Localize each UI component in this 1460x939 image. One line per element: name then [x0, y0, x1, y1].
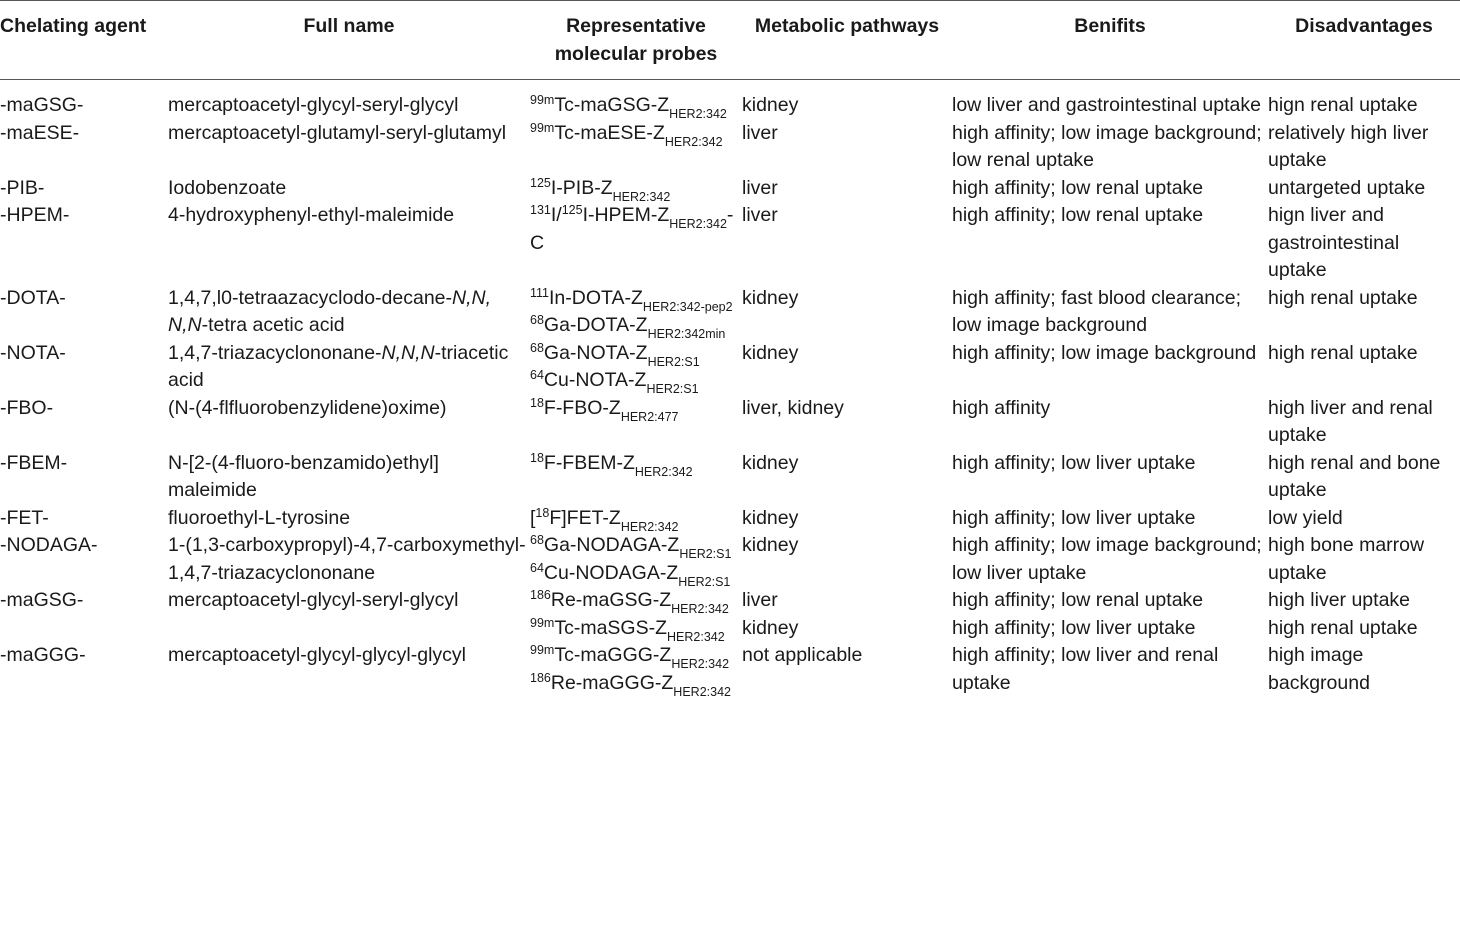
probe-name: Re-maGGG- [550, 671, 662, 694]
probe [530, 450, 742, 478]
probe-isotope: 186 [530, 670, 551, 685]
cell-probes [530, 642, 742, 697]
cell-full-name: fluoroethyl-L-tyrosine [168, 506, 351, 529]
probe-name: Re-maGSG- [550, 589, 660, 611]
probe-name: Cu-NODAGA- [543, 561, 667, 584]
cell-benefits: high affinity; low liver uptake [952, 506, 1196, 529]
cell-full-name: mercaptoacetyl-glycyl-seryl-glycyl [168, 94, 459, 116]
probe-target: HER2:342 [667, 629, 725, 644]
probe-isotope: 18 [530, 395, 544, 410]
cell-full-name: mercaptoacetyl-glycyl-seryl-glycyl [168, 589, 459, 611]
cell-chelating-agent: -PIB- [0, 176, 45, 199]
cell-probes [530, 80, 742, 120]
probe [530, 175, 742, 203]
table-row [0, 80, 1460, 120]
full-name-part: -triacetic acid [168, 341, 509, 391]
cell-chelating-agent: -maGSG- [0, 94, 84, 116]
cell-benefits: high affinity; low liver uptake [952, 451, 1196, 474]
cell-benefits: high affinity; low image background [952, 341, 1257, 364]
probe-isotope: 111 [530, 285, 550, 300]
probe-isotope: 99m [530, 120, 555, 135]
header-full-name: Full name [303, 15, 395, 37]
probe-target: HER2:477 [620, 409, 679, 424]
probe-z: Z [657, 204, 670, 226]
probe-target: HER2:S1 [678, 574, 731, 589]
cell-full-name: 4-hydroxyphenyl-ethyl-maleimide [168, 204, 455, 226]
probe [530, 532, 742, 560]
cell-metabolic-pathway: kidney [742, 451, 799, 474]
cell-disadvantages: high image background [1268, 644, 1370, 694]
probe-target: HER2:342-pep2 [642, 299, 733, 314]
probe [530, 670, 742, 698]
cell-chelating-agent: -maGGG- [0, 644, 86, 666]
cell-disadvantages: high bone marrow uptake [1268, 534, 1425, 584]
cell-metabolic-pathway: liver, kidney [742, 396, 844, 419]
probe-isotope: 68 [530, 533, 544, 547]
probe-target: HER2:342 [620, 519, 679, 534]
full-name-part: -tetra acetic acid [201, 314, 345, 336]
probe [530, 615, 742, 643]
cell-chelating-agent: -NODAGA- [0, 534, 98, 556]
probe-z: Z [600, 176, 613, 199]
probe-z: Z [655, 616, 668, 639]
probe-target: HER2:S1 [646, 382, 699, 396]
probe [530, 395, 742, 423]
table-row [0, 120, 1460, 175]
cell-chelating-agent: -HPEM- [0, 204, 70, 226]
probe-name: F]FET- [549, 506, 609, 529]
cell-metabolic-pathway: liver [742, 121, 778, 144]
cell-disadvantages: relatively high liver uptake [1268, 121, 1429, 171]
cell-probes [530, 587, 742, 615]
cell-disadvantages: high renal uptake [1268, 286, 1418, 309]
cell-metabolic-pathway: kidney [742, 94, 799, 116]
header-benefits: Benifits [1074, 15, 1146, 37]
probe-isotope: 125 [561, 203, 583, 217]
probe-name: I-PIB- [550, 176, 601, 199]
probe-target: HER2:342 [673, 684, 731, 699]
probe-z: Z [659, 589, 672, 611]
probe-name: Tc-maGGG- [554, 644, 660, 666]
probe-z: Z [635, 341, 648, 364]
cell-chelating-agent: -DOTA- [0, 286, 66, 309]
probe-z: Z [608, 396, 621, 419]
table-row [0, 175, 1460, 203]
full-name-part: N,N, [452, 286, 491, 309]
cell-probes [530, 395, 742, 450]
probe-z: Z [634, 369, 647, 391]
probe-isotope: 68 [530, 340, 544, 355]
probe-name: Ga-NOTA- [543, 341, 636, 364]
cell-full-name [168, 285, 530, 340]
probe-target: HER2:342min [647, 327, 726, 341]
probe-z: Z [667, 534, 680, 556]
cell-disadvantages: untargeted uptake [1268, 176, 1426, 199]
probe-z: Z [635, 314, 648, 336]
probe-isotope: 18 [535, 505, 550, 520]
header-chelating-agent: Chelating agent [0, 15, 147, 37]
cell-probes [530, 175, 742, 203]
cell-chelating-agent: -FET- [0, 506, 49, 529]
probe [530, 285, 742, 313]
probe-target: HER2:S1 [679, 547, 732, 561]
probe-isotope: 18 [530, 450, 544, 465]
full-name-part: N,N [168, 314, 202, 336]
cell-disadvantages: low yield [1268, 506, 1343, 529]
probe-target: HER2:342 [664, 134, 723, 149]
cell-benefits: high affinity; fast blood clearance; low image background [952, 286, 1242, 336]
cell-chelating-agent: -FBEM- [0, 451, 68, 474]
cell-metabolic-pathway: not applicable [742, 644, 863, 666]
cell-metabolic-pathway: liver [742, 204, 778, 226]
probe-isotope: 64 [530, 560, 544, 575]
cell-disadvantages: high renal and bone uptake [1268, 451, 1441, 501]
probe-target: HER2:342 [634, 464, 693, 479]
full-name-part: N,N,N [381, 341, 435, 364]
cell-benefits: high affinity; low renal uptake [952, 589, 1204, 611]
cell-benefits: high affinity; low renal uptake [952, 204, 1204, 226]
probe [530, 505, 742, 533]
cell-chelating-agent: -FBO- [0, 396, 54, 419]
cell-benefits: high affinity; low liver and renal uptake [952, 644, 1219, 694]
cell-disadvantages: hign liver and gastrointestinal uptake [1268, 204, 1400, 281]
probe-isotope: 64 [530, 368, 544, 382]
cell-benefits: high affinity; low renal uptake [952, 176, 1204, 199]
cell-metabolic-pathway: kidney [742, 534, 799, 556]
probe-z: Z [661, 671, 674, 694]
table-body [0, 80, 1460, 698]
cell-full-name: mercaptoacetyl-glutamyl-seryl-glutamyl [168, 121, 507, 144]
cell-metabolic-pathway: kidney [742, 506, 799, 529]
probe-z: Z [631, 286, 643, 309]
header-probes: Representative molecular probes [554, 15, 718, 65]
probe [530, 367, 742, 395]
table-row [0, 450, 1460, 505]
probe [530, 560, 742, 588]
table-row [0, 285, 1460, 340]
cell-chelating-agent: -maESE- [0, 121, 80, 144]
cell-full-name: Iodobenzoate [168, 176, 287, 199]
probe [530, 312, 742, 340]
probe [530, 92, 742, 120]
cell-probes [530, 202, 742, 285]
cell-full-name: (N-(4-flfluorobenzylidene)oxime) [168, 396, 447, 419]
table-row [0, 532, 1460, 587]
probe-name: I-HPEM- [582, 204, 658, 226]
probe-name: Tc-maSGS- [554, 616, 656, 639]
probe-target: HER2:S1 [647, 354, 700, 369]
probe-z: Z [652, 121, 665, 144]
cell-metabolic-pathway: liver [742, 589, 778, 611]
cell-full-name: N-[2-(4-fluoro-benzamido)ethyl] maleimide [168, 451, 439, 501]
cell-disadvantages: high liver uptake [1268, 589, 1411, 611]
cell-full-name: 1-(1,3-carboxypropyl)-4,7-carboxymethyl-1,4,7-triazacyclononane [168, 534, 526, 584]
probe-isotope: 99m [530, 615, 555, 630]
cell-benefits: high affinity; low liver uptake [952, 616, 1196, 639]
cell-disadvantages: hign renal uptake [1268, 94, 1418, 116]
cell-chelating-agent [0, 615, 168, 643]
table-row [0, 587, 1460, 615]
cell-probes [530, 615, 742, 643]
probe-name: Cu-NOTA- [543, 369, 635, 391]
cell-probes [530, 450, 742, 505]
probe-name: I/ [550, 204, 562, 226]
table-row [0, 642, 1460, 697]
probe-z: Z [608, 506, 621, 529]
cell-metabolic-pathway: kidney [742, 341, 799, 364]
probe-name: F-FBEM- [543, 451, 623, 474]
probe-isotope: 186 [530, 588, 551, 602]
probe-isotope: 99m [530, 93, 555, 107]
cell-benefits: low liver and gastrointestinal uptake [952, 94, 1261, 116]
probe [530, 340, 742, 368]
probe [530, 587, 742, 615]
cell-disadvantages: high renal uptake [1268, 341, 1418, 364]
cell-full-name: mercaptoacetyl-glycyl-glycyl-glycyl [168, 644, 466, 666]
probe [530, 120, 742, 148]
cell-benefits: high affinity; low image background; low renal uptake [952, 121, 1262, 171]
cell-chelating-agent: -NOTA- [0, 341, 66, 364]
cell-chelating-agent: -maGSG- [0, 589, 84, 611]
table-row [0, 395, 1460, 450]
probe-z: Z [657, 94, 670, 116]
cell-benefits: high affinity; low image background; low liver uptake [952, 534, 1262, 584]
probe-z: Z [659, 644, 672, 666]
cell-full-name [168, 615, 530, 643]
cell-probes [530, 532, 742, 587]
probe-name: Tc-maGSG- [554, 94, 658, 116]
probe-name: Ga-DOTA- [543, 314, 636, 336]
cell-metabolic-pathway: kidney [742, 286, 799, 309]
probe-target: HER2:342 [671, 657, 730, 671]
cell-metabolic-pathway: kidney [742, 616, 799, 639]
table-row [0, 615, 1460, 643]
probe-name: Ga-NODAGA- [543, 534, 668, 556]
table-row [0, 340, 1460, 395]
probe-suffix: -C [530, 204, 734, 254]
probe-isotope: 99m [530, 643, 555, 657]
cell-disadvantages: high renal uptake [1268, 616, 1418, 639]
header-disadvantages: Disadvantages [1295, 15, 1433, 37]
table-header-row [0, 1, 1460, 80]
cell-probes [530, 285, 742, 340]
full-name-part: 1,4,7-triazacyclononane- [168, 341, 382, 364]
probe-target: HER2:342 [669, 217, 727, 231]
probe-isotope: 68 [530, 313, 544, 327]
cell-disadvantages: high liver and renal uptake [1268, 396, 1433, 446]
probe-isotope: 125 [530, 175, 551, 190]
table-row [0, 202, 1460, 285]
probe-prefix: [ [530, 506, 536, 529]
probe-name: Tc-maESE- [554, 121, 653, 144]
cell-probes [530, 120, 742, 175]
probe-z: Z [622, 451, 635, 474]
probe-name: In-DOTA- [549, 286, 631, 309]
cell-benefits: high affinity [952, 396, 1051, 419]
table-row [0, 505, 1460, 533]
cell-probes [530, 340, 742, 395]
probe-z: Z [666, 561, 679, 584]
probe [530, 642, 742, 670]
probe-target: HER2:342 [669, 107, 727, 121]
probe-target: HER2:342 [612, 189, 671, 204]
cell-metabolic-pathway: liver [742, 176, 778, 199]
probe-target: HER2:342 [671, 602, 729, 616]
probe-name: F-FBO- [543, 396, 609, 419]
probe [530, 202, 742, 257]
cell-full-name [168, 340, 530, 395]
probe-isotope: 131 [530, 203, 551, 217]
full-name-part: 1,4,7,l0-tetraazacyclodo-decane- [168, 286, 452, 309]
cell-probes [530, 505, 742, 533]
header-metabolic-pathways: Metabolic pathways [754, 15, 940, 37]
